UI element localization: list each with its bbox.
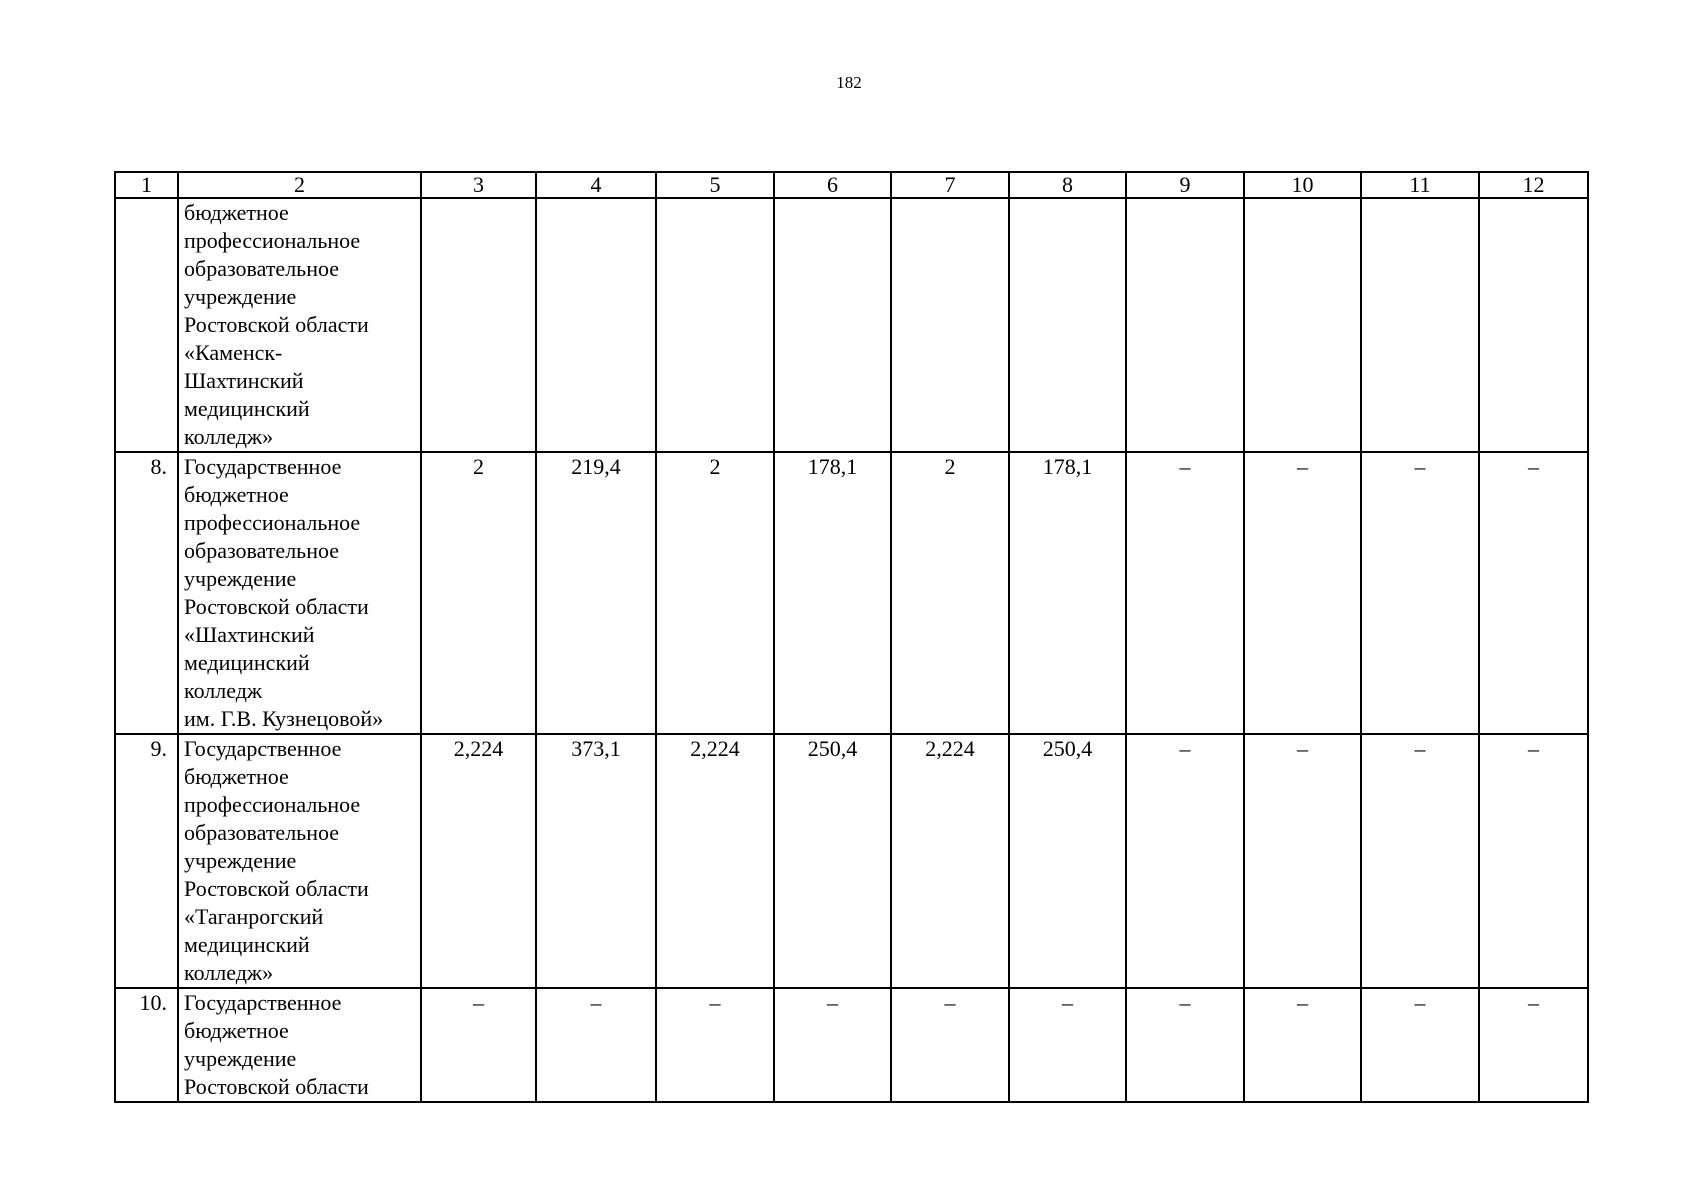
name-line: «Каменск- — [184, 340, 283, 365]
page-number: 182 — [836, 73, 862, 92]
value-cell: – — [1479, 734, 1588, 988]
table-row — [115, 198, 1588, 452]
name-line: бюджетное — [184, 764, 289, 789]
institution-name — [178, 988, 421, 1102]
name-line: бюджетное — [184, 200, 289, 225]
name-line: образовательное — [184, 256, 340, 281]
header-cell: 1 — [115, 172, 178, 198]
value-cell: 178,1 — [1009, 452, 1126, 734]
institution-name — [178, 198, 421, 452]
name-line: колледж» — [184, 424, 274, 449]
value-cell: – — [1126, 452, 1244, 734]
header-cell: 2 — [178, 172, 421, 198]
row-number: 9. — [115, 734, 178, 988]
value-cell: 2 — [656, 452, 774, 734]
header-cell: 7 — [891, 172, 1009, 198]
value-cell: – — [1361, 734, 1479, 988]
name-line: медицинский — [184, 932, 310, 957]
name-line: Ростовской области — [184, 312, 369, 337]
header-cell: 11 — [1361, 172, 1479, 198]
value-cell: 250,4 — [1009, 734, 1126, 988]
value-cell: 2,224 — [891, 734, 1009, 988]
name-line: колледж» — [184, 960, 274, 985]
name-line: учреждение — [184, 284, 297, 309]
value-cell: – — [421, 988, 536, 1102]
value-cell: 2,224 — [421, 734, 536, 988]
value-cell: – — [1009, 988, 1126, 1102]
value-cell: – — [891, 988, 1009, 1102]
value-cell: 178,1 — [774, 452, 891, 734]
data-table — [114, 171, 1589, 1103]
header-cell: 8 — [1009, 172, 1126, 198]
value-cell — [1009, 198, 1126, 452]
name-line: Государственное — [184, 736, 342, 761]
row-number: 8. — [115, 452, 178, 734]
value-cell: – — [774, 988, 891, 1102]
value-cell: 219,4 — [536, 452, 656, 734]
value-cell — [1361, 198, 1479, 452]
value-cell — [421, 198, 536, 452]
value-cell: 373,1 — [536, 734, 656, 988]
value-cell — [1479, 198, 1588, 452]
name-line: учреждение — [184, 566, 297, 591]
row-number: 10. — [115, 988, 178, 1102]
table-row — [115, 988, 1588, 1102]
value-cell — [656, 198, 774, 452]
name-line: бюджетное — [184, 482, 289, 507]
name-line: профессиональное — [184, 792, 361, 817]
value-cell — [1126, 198, 1244, 452]
value-cell: – — [1244, 988, 1361, 1102]
name-line: учреждение — [184, 1046, 297, 1071]
name-line: образовательное — [184, 820, 340, 845]
table-row — [115, 452, 1588, 734]
header-cell: 9 — [1126, 172, 1244, 198]
name-line: Ростовской области — [184, 1074, 369, 1099]
name-line: Шахтинский — [184, 368, 304, 393]
name-line: профессиональное — [184, 228, 361, 253]
name-line: учреждение — [184, 848, 297, 873]
value-cell: – — [1126, 734, 1244, 988]
header-cell: 12 — [1479, 172, 1588, 198]
name-line: им. Г.В. Кузнецовой» — [184, 706, 384, 731]
value-cell: – — [1361, 988, 1479, 1102]
header-cell: 10 — [1244, 172, 1361, 198]
value-cell: – — [536, 988, 656, 1102]
name-line: Государственное — [184, 990, 342, 1015]
header-cell: 5 — [656, 172, 774, 198]
header-cell: 3 — [421, 172, 536, 198]
value-cell: – — [1244, 734, 1361, 988]
value-cell — [1244, 198, 1361, 452]
name-line: медицинский — [184, 650, 310, 675]
value-cell: – — [1479, 452, 1588, 734]
value-cell: 2 — [891, 452, 1009, 734]
institution-name — [178, 452, 421, 734]
name-line: образовательное — [184, 538, 340, 563]
value-cell: 2 — [421, 452, 536, 734]
name-line: бюджетное — [184, 1018, 289, 1043]
name-line: Ростовской области — [184, 876, 369, 901]
header-row — [115, 172, 1588, 198]
value-cell: – — [1479, 988, 1588, 1102]
value-cell: – — [1244, 452, 1361, 734]
value-cell: 2,224 — [656, 734, 774, 988]
header-cell: 4 — [536, 172, 656, 198]
value-cell — [536, 198, 656, 452]
institution-name — [178, 734, 421, 988]
value-cell — [774, 198, 891, 452]
value-cell — [891, 198, 1009, 452]
value-cell: 250,4 — [774, 734, 891, 988]
name-line: профессиональное — [184, 510, 361, 535]
table-row — [115, 734, 1588, 988]
value-cell: – — [1126, 988, 1244, 1102]
name-line: колледж — [184, 678, 263, 703]
name-line: Ростовской области — [184, 594, 369, 619]
name-line: «Шахтинский — [184, 622, 315, 647]
value-cell: – — [656, 988, 774, 1102]
value-cell: – — [1361, 452, 1479, 734]
header-cell: 6 — [774, 172, 891, 198]
name-line: «Таганрогский — [184, 904, 324, 929]
name-line: Государственное — [184, 454, 342, 479]
row-number — [115, 198, 178, 452]
name-line: медицинский — [184, 396, 310, 421]
